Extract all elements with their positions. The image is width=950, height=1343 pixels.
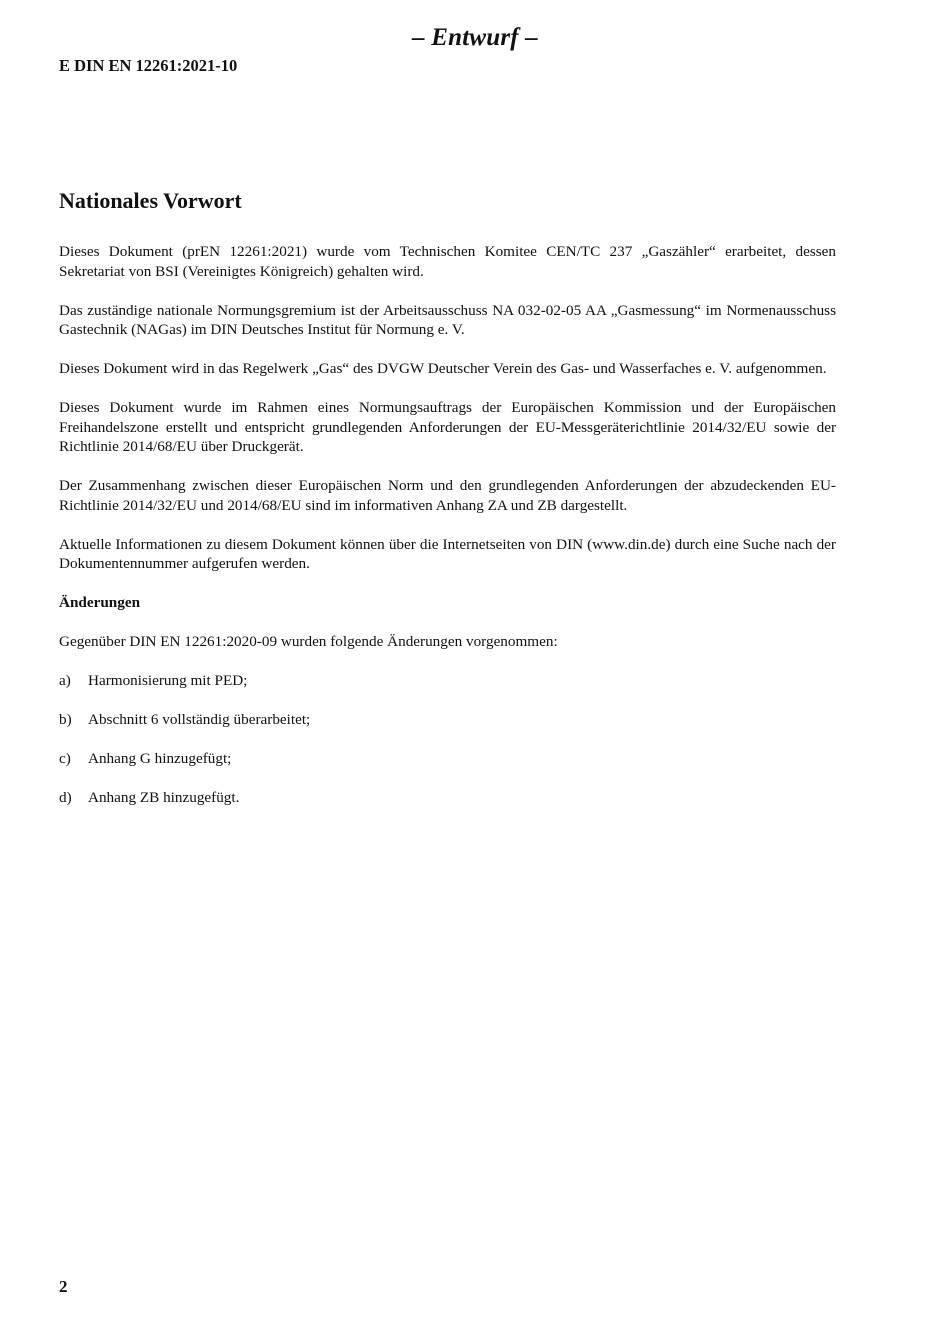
- changes-heading: Änderungen: [59, 594, 141, 611]
- paragraph-information: Aktuelle Informationen zu diesem Dokument können über die Internetseiten von DIN (www.din.de) durch eine Suche nach der Dokumentennummer aufgerufen werden.: [59, 535, 836, 572]
- changes-list: [59, 671, 836, 808]
- document-identifier: E DIN EN 12261:2021-10: [59, 56, 238, 75]
- list-item: [59, 671, 836, 691]
- page-number: 2: [59, 1277, 68, 1296]
- section-title: Nationales Vorwort: [59, 188, 242, 213]
- list-marker: c): [59, 750, 71, 767]
- draft-watermark-title: – Entwurf –: [412, 24, 538, 51]
- list-item: [59, 749, 836, 769]
- list-item-text: Anhang G hinzugefügt;: [88, 750, 232, 767]
- paragraph-committee: Dieses Dokument (prEN 12261:2021) wurde vom Technischen Komitee CEN/TC 237 „Gaszähler“ erarbeitet, dessen Sekretariat von BSI (Vereinigtes Königreich) gehalten wird.: [59, 243, 836, 280]
- paragraph-dvgw: Dieses Dokument wird in das Regelwerk „Gas“ des DVGW Deutscher Verein des Gas- und Wasserfaches e. V. aufgenommen.: [59, 360, 827, 377]
- paragraph-national-committee: Das zuständige nationale Normungsgremium ist der Arbeitsausschuss NA 032-02-05 AA „Gasmessung“ im Normenausschuss Gastechnik (NAGas) im DIN Deutsches Institut für Normung e. V.: [59, 301, 836, 338]
- list-marker: a): [59, 672, 71, 689]
- document-body: [59, 186, 836, 827]
- paragraph-mandate: Dieses Dokument wurde im Rahmen eines Normungsauftrags der Europäischen Kommission und der Europäischen Freihandelszone erstellt und entspricht grundlegenden Anforderungen der EU-Messgeräterichtlinie 2014/32/EU sowie der Richtlinie 2014/68/EU über Druckgerät.: [59, 399, 836, 455]
- list-item-text: Harmonisierung mit PED;: [88, 672, 248, 689]
- list-marker: d): [59, 789, 72, 806]
- list-marker: b): [59, 711, 72, 728]
- paragraph-annex-relation: Der Zusammenhang zwischen dieser Europäischen Norm und den grundlegenden Anforderungen der abzudeckenden EU-Richtlinie 2014/32/EU und 2014/68/EU sind im informativen Anhang ZA und ZB dargestellt.: [59, 477, 836, 514]
- list-item-text: Anhang ZB hinzugefügt.: [88, 789, 240, 806]
- list-item: [59, 710, 836, 730]
- list-item: [59, 788, 836, 808]
- changes-intro: Gegenüber DIN EN 12261:2020-09 wurden folgende Änderungen vorgenommen:: [59, 633, 558, 650]
- list-item-text: Abschnitt 6 vollständig überarbeitet;: [88, 711, 311, 728]
